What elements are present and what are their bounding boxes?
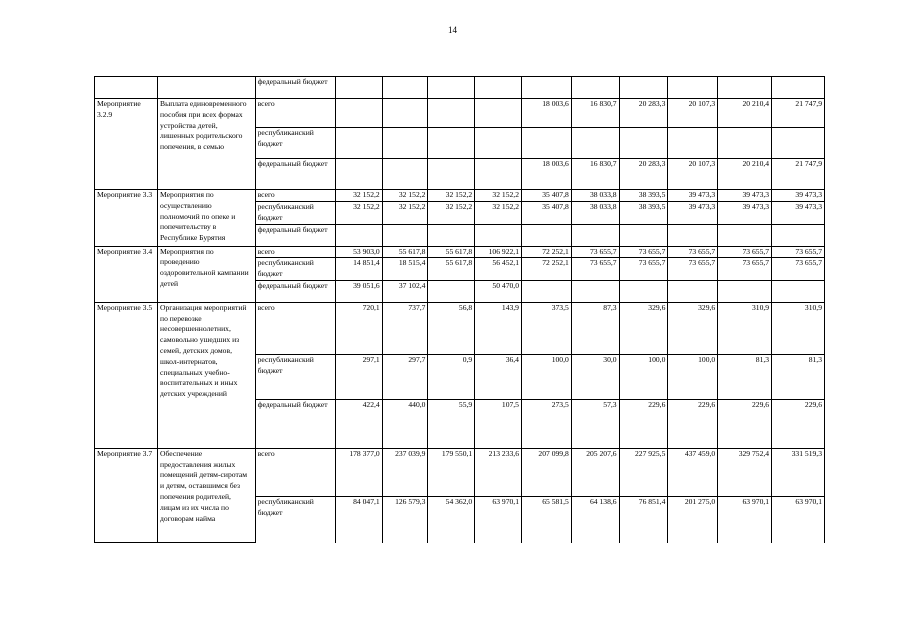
value-cell: 32 152,2 xyxy=(428,202,475,225)
funding-source-cell: федеральный бюджет xyxy=(255,224,335,246)
measure-name-cell: Организация мероприятий по перевозке несовершеннолетних, самовольно ушедших из семей, детских домов, школ-интернатов, специальных учебно-воспитательных и иных детских учреждений xyxy=(158,302,256,448)
funding-source-cell: республиканский бюджет xyxy=(255,496,335,543)
value-cell: 35 407,8 xyxy=(521,190,571,202)
value-cell xyxy=(382,77,428,99)
value-cell: 72 252,1 xyxy=(521,258,571,281)
value-cell xyxy=(382,99,428,128)
value-cell xyxy=(619,224,668,246)
value-cell: 32 152,2 xyxy=(382,190,428,202)
value-cell: 73 655,7 xyxy=(668,246,718,258)
value-cell xyxy=(571,224,619,246)
value-cell xyxy=(668,128,718,159)
value-cell: 440,0 xyxy=(382,399,428,448)
value-cell: 63 970,1 xyxy=(475,496,522,543)
value-cell xyxy=(335,159,382,190)
value-cell: 87,3 xyxy=(571,302,619,354)
value-cell: 213 233,6 xyxy=(475,448,522,496)
value-cell: 16 830,7 xyxy=(571,159,619,190)
funding-source-cell: всего xyxy=(255,302,335,354)
value-cell: 178 377,0 xyxy=(335,448,382,496)
value-cell xyxy=(619,280,668,302)
value-cell: 720,1 xyxy=(335,302,382,354)
value-cell: 18 003,6 xyxy=(521,159,571,190)
funding-source-cell: всего xyxy=(255,99,335,128)
value-cell: 20 210,4 xyxy=(718,99,772,128)
value-cell: 76 851,4 xyxy=(619,496,668,543)
value-cell: 65 581,5 xyxy=(521,496,571,543)
value-cell: 54 362,0 xyxy=(428,496,475,543)
value-cell xyxy=(718,280,772,302)
value-cell: 39 051,6 xyxy=(335,280,382,302)
measure-name-cell xyxy=(158,77,256,99)
value-cell: 21 747,9 xyxy=(772,99,825,128)
value-cell xyxy=(335,128,382,159)
value-cell: 73 655,7 xyxy=(772,258,825,281)
value-cell: 229,6 xyxy=(718,399,772,448)
value-cell: 38 033,8 xyxy=(571,202,619,225)
value-cell: 84 047,1 xyxy=(335,496,382,543)
value-cell xyxy=(428,77,475,99)
page-number: 14 xyxy=(448,25,457,35)
measure-id-cell xyxy=(95,77,158,99)
measure-id-cell: Мероприятие 3.3 xyxy=(95,190,158,247)
funding-source-cell: всего xyxy=(255,246,335,258)
funding-source-cell: федеральный бюджет xyxy=(255,280,335,302)
funding-source-cell: федеральный бюджет xyxy=(255,159,335,190)
value-cell xyxy=(619,77,668,99)
value-cell: 32 152,2 xyxy=(428,190,475,202)
value-cell xyxy=(718,128,772,159)
funding-source-cell: республиканский бюджет xyxy=(255,258,335,281)
value-cell: 55 617,8 xyxy=(428,246,475,258)
value-cell: 737,7 xyxy=(382,302,428,354)
value-cell xyxy=(772,77,825,99)
value-cell: 201 275,0 xyxy=(668,496,718,543)
value-cell: 56,8 xyxy=(428,302,475,354)
value-cell: 38 393,5 xyxy=(619,190,668,202)
value-cell: 21 747,9 xyxy=(772,159,825,190)
funding-source-cell: всего xyxy=(255,448,335,496)
table-row xyxy=(95,99,825,128)
measure-id-cell: Мероприятие 3.5 xyxy=(95,302,158,448)
value-cell: 64 138,6 xyxy=(571,496,619,543)
table-row xyxy=(95,77,825,99)
value-cell: 179 550,1 xyxy=(428,448,475,496)
value-cell: 57,3 xyxy=(571,399,619,448)
value-cell: 229,6 xyxy=(668,399,718,448)
measure-id-cell: Мероприятие 3.2.9 xyxy=(95,99,158,190)
value-cell xyxy=(619,128,668,159)
value-cell: 329,6 xyxy=(619,302,668,354)
measure-name-cell: Мероприятия по проведению оздоровительной кампании детей xyxy=(158,246,256,302)
value-cell: 14 851,4 xyxy=(335,258,382,281)
value-cell: 207 099,8 xyxy=(521,448,571,496)
value-cell xyxy=(571,77,619,99)
measure-name-cell: Обеспечение предоставления жилых помещений детям-сиротам и детям, оставшимся без попечения родителей, лицам из их числа по договорам найма xyxy=(158,448,256,543)
budget-table xyxy=(94,76,825,543)
value-cell: 100,0 xyxy=(668,354,718,399)
value-cell xyxy=(382,128,428,159)
value-cell: 20 107,3 xyxy=(668,99,718,128)
value-cell: 18 003,6 xyxy=(521,99,571,128)
value-cell xyxy=(475,159,522,190)
value-cell: 310,9 xyxy=(718,302,772,354)
value-cell: 39 473,3 xyxy=(668,202,718,225)
value-cell: 20 107,3 xyxy=(668,159,718,190)
value-cell: 297,7 xyxy=(382,354,428,399)
value-cell: 50 470,0 xyxy=(475,280,522,302)
value-cell: 422,4 xyxy=(335,399,382,448)
value-cell: 32 152,2 xyxy=(475,202,522,225)
value-cell xyxy=(571,280,619,302)
value-cell: 16 830,7 xyxy=(571,99,619,128)
value-cell xyxy=(668,280,718,302)
value-cell: 20 283,3 xyxy=(619,159,668,190)
value-cell: 20 210,4 xyxy=(718,159,772,190)
value-cell: 38 033,8 xyxy=(571,190,619,202)
value-cell xyxy=(428,280,475,302)
value-cell: 329,6 xyxy=(668,302,718,354)
value-cell: 81,3 xyxy=(772,354,825,399)
value-cell: 73 655,7 xyxy=(619,246,668,258)
value-cell: 143,9 xyxy=(475,302,522,354)
value-cell: 18 515,4 xyxy=(382,258,428,281)
value-cell: 63 970,1 xyxy=(772,496,825,543)
value-cell: 100,0 xyxy=(619,354,668,399)
value-cell xyxy=(475,99,522,128)
value-cell: 56 452,1 xyxy=(475,258,522,281)
value-cell: 35 407,8 xyxy=(521,202,571,225)
value-cell xyxy=(428,159,475,190)
value-cell: 39 473,3 xyxy=(772,202,825,225)
value-cell: 107,5 xyxy=(475,399,522,448)
measure-id-cell: Мероприятие 3.4 xyxy=(95,246,158,302)
value-cell: 229,6 xyxy=(619,399,668,448)
value-cell: 273,5 xyxy=(521,399,571,448)
value-cell: 72 252,1 xyxy=(521,246,571,258)
value-cell xyxy=(335,99,382,128)
funding-source-cell: республиканский бюджет xyxy=(255,354,335,399)
funding-source-cell: федеральный бюджет xyxy=(255,77,335,99)
value-cell xyxy=(718,224,772,246)
value-cell xyxy=(521,128,571,159)
value-cell xyxy=(475,128,522,159)
value-cell: 205 207,6 xyxy=(571,448,619,496)
value-cell: 32 152,2 xyxy=(335,202,382,225)
value-cell: 36,4 xyxy=(475,354,522,399)
value-cell: 39 473,3 xyxy=(772,190,825,202)
value-cell xyxy=(521,280,571,302)
value-cell: 126 579,3 xyxy=(382,496,428,543)
value-cell: 32 152,2 xyxy=(475,190,522,202)
funding-source-cell: федеральный бюджет xyxy=(255,399,335,448)
value-cell xyxy=(475,77,522,99)
value-cell: 73 655,7 xyxy=(718,258,772,281)
value-cell: 297,1 xyxy=(335,354,382,399)
value-cell xyxy=(521,77,571,99)
value-cell xyxy=(382,224,428,246)
measure-name-cell: Выплата единовременного пособия при всех формах устройства детей, лишенных родительского попечения, в семью xyxy=(158,99,256,190)
value-cell xyxy=(428,128,475,159)
table-row xyxy=(95,448,825,496)
value-cell: 32 152,2 xyxy=(382,202,428,225)
value-cell xyxy=(335,77,382,99)
value-cell xyxy=(428,99,475,128)
value-cell: 55 617,8 xyxy=(382,246,428,258)
value-cell: 73 655,7 xyxy=(668,258,718,281)
value-cell: 331 519,3 xyxy=(772,448,825,496)
value-cell xyxy=(571,128,619,159)
value-cell: 55 617,8 xyxy=(428,258,475,281)
value-cell: 100,0 xyxy=(521,354,571,399)
value-cell xyxy=(335,224,382,246)
value-cell xyxy=(772,224,825,246)
value-cell: 229,6 xyxy=(772,399,825,448)
table-row xyxy=(95,190,825,202)
value-cell: 39 473,3 xyxy=(718,202,772,225)
value-cell: 73 655,7 xyxy=(571,246,619,258)
value-cell: 0,9 xyxy=(428,354,475,399)
value-cell: 30,0 xyxy=(571,354,619,399)
value-cell: 73 655,7 xyxy=(619,258,668,281)
value-cell: 437 459,0 xyxy=(668,448,718,496)
value-cell xyxy=(521,224,571,246)
value-cell xyxy=(668,224,718,246)
funding-source-cell: республиканский бюджет xyxy=(255,202,335,225)
value-cell xyxy=(718,77,772,99)
value-cell: 227 925,5 xyxy=(619,448,668,496)
value-cell: 73 655,7 xyxy=(772,246,825,258)
value-cell xyxy=(428,224,475,246)
table-row xyxy=(95,302,825,354)
value-cell: 39 473,3 xyxy=(718,190,772,202)
value-cell: 55,9 xyxy=(428,399,475,448)
measure-name-cell: Мероприятия по осуществлению полномочий по опеке и попечительству в Республике Бурятия xyxy=(158,190,256,247)
value-cell: 53 903,0 xyxy=(335,246,382,258)
value-cell: 38 393,5 xyxy=(619,202,668,225)
value-cell xyxy=(382,159,428,190)
value-cell: 373,5 xyxy=(521,302,571,354)
value-cell xyxy=(668,77,718,99)
value-cell: 310,9 xyxy=(772,302,825,354)
value-cell: 329 752,4 xyxy=(718,448,772,496)
value-cell xyxy=(475,224,522,246)
value-cell: 81,3 xyxy=(718,354,772,399)
value-cell: 237 039,9 xyxy=(382,448,428,496)
value-cell: 39 473,3 xyxy=(668,190,718,202)
value-cell: 37 102,4 xyxy=(382,280,428,302)
value-cell: 32 152,2 xyxy=(335,190,382,202)
funding-source-cell: всего xyxy=(255,190,335,202)
table-row xyxy=(95,246,825,258)
measure-id-cell: Мероприятие 3.7 xyxy=(95,448,158,543)
value-cell xyxy=(772,128,825,159)
value-cell xyxy=(772,280,825,302)
value-cell: 20 283,3 xyxy=(619,99,668,128)
value-cell: 73 655,7 xyxy=(718,246,772,258)
value-cell: 106 922,1 xyxy=(475,246,522,258)
value-cell: 73 655,7 xyxy=(571,258,619,281)
funding-source-cell: республиканский бюджет xyxy=(255,128,335,159)
value-cell: 63 970,1 xyxy=(718,496,772,543)
